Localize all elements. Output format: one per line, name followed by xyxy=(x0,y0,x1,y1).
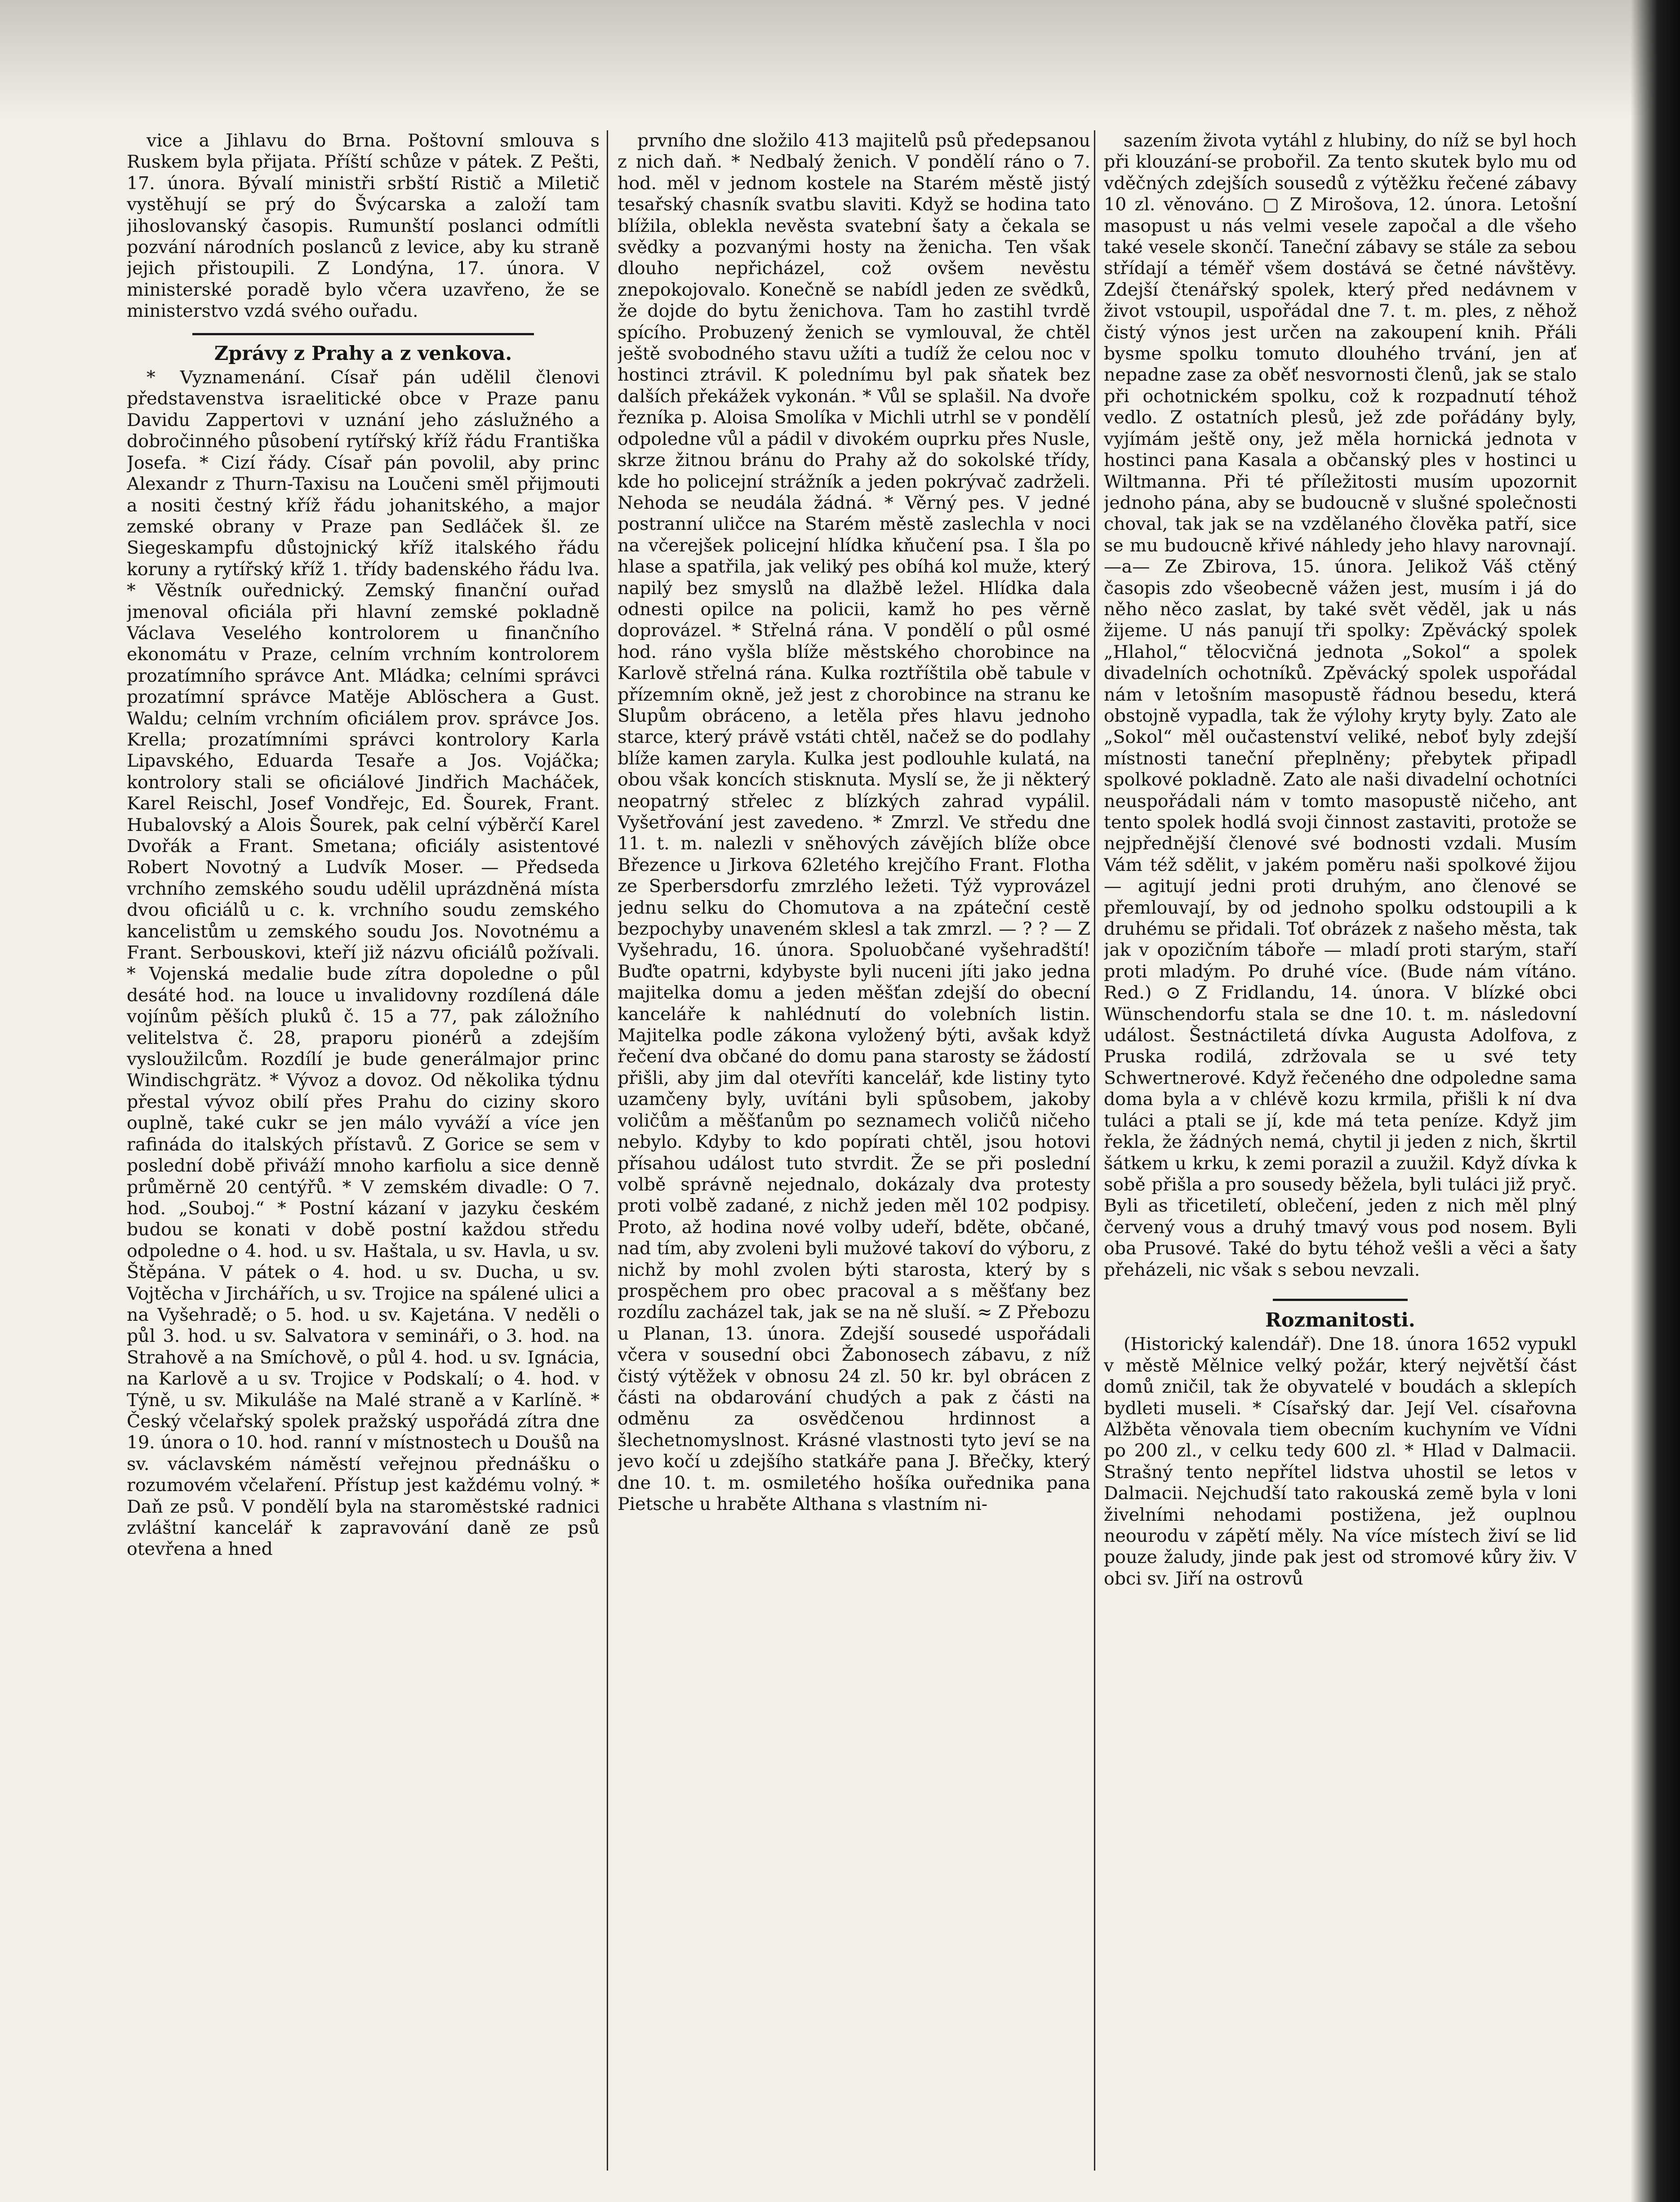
section-divider-short xyxy=(1273,1299,1408,1301)
column-3-miscellany-text: (Historický kalendář). Dne 18. února 1652 vypukl v městě Mělnice velký požár, který největší část domů zničil, tak že obyvatelé v boudách a sklepích bydleti museli. * Císařský dar. Její Vel. císařovna Alžběta věnovala tiem obecním kuchyním ve Vídni po 200 zl., v celku tedy 600 zl. * Hlad v Dalmacii. Strašný tento nepřítel lidstva uhostil se letos v Dalmacii. Nejchudší tato rakouská země byla v loni živelními nehodami postižena, jež ouplnou neourodu v zápětí měly. Na více místech živí se lid pouze žaludy, jinde pak jest od stromové kůry živ. V obci sv. Jiří na ostrovů xyxy=(1104,1334,1577,1589)
column-2 xyxy=(618,130,1090,2171)
column-2-news-text: prvního dne složilo 413 majitelů psů předepsanou z nich daň. * Nedbalý ženich. V pondělí ráno o 7. hod. měl v jednom kostele na Starém městě jistý tesařský chasník svatbu slaviti. Když se hodina tato blížila, oblekla nevěsta svatební šaty a čekala se svědky a pozvanými hosty na ženicha. Ten však dlouho nepřicházel, což ovšem nevěstu znepokojovalo. Konečně se nabídl jeden ze svědků, že dojde do bytu ženichova. Tam ho zastihl tvrdě spícího. Probuzený ženich se vymlouval, že chtěl ještě svobodného stavu užíti a tudíž že celou noc v hostinci ztrávil. K polednímu byl pak sňatek bez dalších překážek vykonán. * Vůl se splašil. Na dvoře řezníka p. Aloisa Smolíka v Michli utrhl se v pondělí odpoledne vůl a pádil v divokém ouprku přes Nusle, skrze žitnou bránu do Prahy až do sokolské třídy, kde ho policejní strážník a jeden pokrývač zadrželi. Nehoda se neudála žádná. * Věrný pes. V jedné postranní uličce na Starém městě zaslechla v noci na včerejšek policejní hlídka kňučení psa. I šla po hlase a spatřila, jak veliký pes obíhá kol muže, který napilý bez smyslů na dlažbě ležel. Hlídka dala odnesti opilce na policii, kamž ho pes věrně doprovázel. * Střelná rána. V pondělí o půl osmé hod. ráno vyšla blíže městského chorobince na Karlově střelná rána. Kulka roztříštila obě tabule v přízemním okně, jež jest z chorobince na stranu ke Slupům obráceno, a letěla přes hlavu jednoho starce, který právě vstáti chtěl, načež se do podlahy blíže kamen zaryla. Kulka jest podlouhle kulatá, na obou však koncích stisknuta. Myslí se, že ji některý neopatrný střelec z blízkých zahrad vypálil. Vyšetřování jest zavedeno. * Zmrzl. Ve středu dne 11. t. m. nalezli v sněhových závějích blíže obce Březence u Jirkova 62letého krejčího Frant. Flotha ze Sperbersdorfu zmrzlého ležeti. Týž vyprovázel jednu selku do Chomutova a na zpáteční cestě bezpochyby unaveném sklesl a tak zmrzl. — ? ? — Z Vyšehradu, 16. února. Spoluobčané vyšehradští! Buďte opatrni, kdybyste byli nuceni jíti jako jedna majitelka domu a jeden měšťan zdejší do obecní kanceláře k nahlédnutí do volebních listin. Majitelka podle zákona vyložený býti, avšak když řečení dva občané do domu pana starosty se žádostí přišli, aby jim dal otevříti kancelář, kde listiny tyto uzamčeny byly, uvítáni byli spůsobem, jakoby voličům a měšťanům po seznamech voličů ničeho nebylo. Kdyby to kdo popírati chtěl, jsou hotovi přísahou událost tuto stvrdit. Že se při poslední volbě správně nejednalo, dokázaly dva protesty proti volbě zadané, z nichž jeden měl 102 podpisy. Proto, až hodina nové volby udeří, bděte, občané, nad tím, aby zvoleni byli mužové takoví do výboru, z nichž by mohl zvolen býti starosta, který by s prospěchem pro obec pracoval a s měšťany bez rozdílu zacházel tak, jak se na ně sluší. ≈ Z Přebozu u Planan, 13. února. Zdejší sousedé uspořádali včera v sousední obci Žabonosech zábavu, z níž čistý výtěžek v obnosu 24 zl. 50 kr. byl obrácen z části na obdarování chudých a pak z části na odměnu za osvědčenou hrdinnost a šlechetnomyslnost. Krásné vlastnosti tyto jeví se na jevo kočí u zdejšího statkáře pana J. Břečky, který dne 10. t. m. osmiletého hošíka ouřednika pana Pietsche u hraběte Althana s vlastním ni- xyxy=(618,130,1090,1514)
section-heading-news: Zprávy z Prahy a z venkova. xyxy=(214,342,512,365)
column-3 xyxy=(1104,130,1577,2171)
section-heading-miscellany: Rozmanitosti. xyxy=(1265,1309,1415,1332)
column-1-article-text: vice a Jihlavu do Brna. Poštovní smlouva s Ruskem byla přijata. Příští schůze v pátek. Z Pešti, 17. února. Bývalí ministři srbští Ristič a Miletič vystěhují se prý do Švýcarska a založí tam jihoslovanský časopis. Rumunští poslanci odmítli pozvání národních poslanců z levice, aby ku straně jejich přistoupili. Z Londýna, 17. února. V ministerské poradě bylo včera uzavřeno, že se ministerstvo vzdá svého ouřadu. xyxy=(127,130,600,322)
column-1-news-text: * Vyznamenání. Císař pán udělil členovi představenstva israelitické obce v Praze panu Davidu Zappertovi v uznání jeho záslužného a dobročinného působení rytířský kříž řádu Františka Josefa. * Cizí řády. Císař pán povolil, aby princ Alexandr z Thurn-Taxisu na Loučeni směl přijmouti a nositi čestný kříž řádu johanitského, a major zemské obrany v Praze pan Sedláček šl. ze Siegeskampfu důstojnický kříž italského řádu koruny a rytířský kříž 1. třídy badenského řádu lva. * Věstník ouřednický. Zemský finanční ouřad jmenoval oficiála při hlavní zemské pokladně Václava Veselého kontrolorem u finančního ekonomátu v Praze, celním vrchním kontrolorem prozatímního správce Ant. Mládka; celními správci prozatímní správce Matěje Ablöschera a Gust. Waldu; celním vrchním oficiálem prov. správce Jos. Krella; prozatímními správci kontrolory Karla Lipavského, Eduarda Tesaře a Jos. Vojáčka; kontrolory stali se oficiálové Jindřich Macháček, Karel Reischl, Josef Vondřejc, Ed. Šourek, Frant. Hubalovský a Alois Šourek, pak celní výběrčí Karel Dvořák a Frant. Smetana; oficiály asistentové Robert Novotný a Ludvík Moser. — Předseda vrchního zemského soudu udělil uprázdněná místa dvou oficiálů u c. k. vrchního soudu zemského kancelistům u zemského soudu Jos. Novotnému a Frant. Serbouskovi, kteří již názvu oficiálů požívali. * Vojenská medalie bude zítra dopoledne o půl desáté hod. na louce u invalidovny rozdílená dále vojínům pěších pluků č. 15 a 77, pak záložního velitelstva č. 28, praporu pionérů a zdejším vysloužilcům. Rozdílí je bude generálmajor princ Windischgrätz. * Vývoz a dovoz. Od několika týdnu přestal vývoz obilí přes Prahu do ciziny skoro ouplně, také cukr se jen málo vyváží a více jen rafináda do italských přístavů. Z Gorice se sem v poslední době přiváží mnoho karfiolu a sice denně průměrně 20 centýřů. * V zemském divadle: O 7. hod. „Souboj.“ * Postní kázaní v jazyku českém budou se konati v době postní každou středu odpoledne o 4. hod. u sv. Haštala, u sv. Havla, u sv. Štěpána. V pátek o 4. hod. u sv. Ducha, u sv. Vojtěcha v Jirchářích, u sv. Trojice na spálené ulici a na Vyšehradě; o 5. hod. u sv. Kajetána. V neděli o půl 3. hod. u sv. Salvatora v semináři, o 3. hod. na Strahově a na Smíchově, o půl 4. hod. u sv. Ignácia, na Karlově a u sv. Trojice v Podskalí; o 4. hod. v Týně, u sv. Mikuláše na Malé straně a v Karlíně. * Český včelařský spolek pražský uspořádá zítra dne 19. února o 10. hod. ranní v místnostech u Doušů na sv. václavském náměstí veřejnou přednášku o rozumovém včelaření. Přístup jest každému volný. * Daň ze psů. V pondělí byla na staroměstské radnici zvláštní kancelář k zapravování daně ze psů otevřena a hned xyxy=(127,367,600,1560)
column-rule-1 xyxy=(607,130,608,2171)
section-divider xyxy=(192,333,534,335)
scan-edge xyxy=(1631,0,1680,2202)
scan-shadow xyxy=(0,0,1680,117)
column-3-news-text: sazením života vytáhl z hlubiny, do níž se byl hoch při klouzání-se probořil. Za tento skutek bylo mu od vděčných zdejších sousedů z výtěžku řečené zábavy 10 zl. věnováno. ▢ Z Mirošova, 12. února. Letošní masopust u nás velmi vesele započal a dle všeho také vesele skončí. Taneční zábavy se stále za sebou střídají a téměř všem dostává se četné návštěvy. Zdejší čtenářský spolek, který před nedávnem v život vstoupil, uspořádal dne 7. t. m. ples, z něhož čistý výnos jest určen na zakoupení knih. Přáli bysme spolku tomuto dlouhého trvání, jen ať nepadne zase za oběť nesvornosti členů, jak se stalo při ochotnickém spolku, což k rozpadnutí téhož vedlo. Z ostatních plesů, jež zde pořádány byly, vyjímám ještě ony, jež měla hornická jednota v hostinci pana Kasala a občanský ples v hostinci u Wiltmanna. Při té příležitosti musím upozornit jednoho pána, aby se budoucně v slušné společnosti choval, tak jak se na vzdělaného člověka patří, sice se mu budoucně křivé náhledy jeho hlavy narovnají. —a— Ze Zbirova, 15. února. Jelikož Váš ctěný časopis zdo všeobecně vážen jest, musím i já do něho něco zaslat, by také svět věděl, jak u nás žijeme. U nás panují tři spolky: Zpěvácký spolek „Hlahol,“ tělocvičná jednota „Sokol“ a spolek divadelních ochotníků. Zpěvácký spolek uspořádal nám v letošním masopustě řádnou besedu, která obstojně vypadla, tak že výlohy kryty byly. Zato ale „Sokol“ měl oučastenství veliké, neboť byly zdejší místnosti taneční přeplněny; přebytek připadl spolkové pokladně. Zato ale naši divadelní ochotníci neuspořádali nám v tomto masopustě ničeho, ant tento spolek hodlá svoji činnost zastaviti, protože se nejpřednější členové své bodnosti vzdali. Musím Vám též sdělit, v jakém poměru naši spolkové žijou — agitují jedni proti druhým, ano členové se přemlouvají, by od jednoho spolku odstoupili a k druhému se přidali. Toť obrázek z našeho města, tak jak v opozičním táboře — mladí proti starým, staří proti mladým. Po druhé více. (Bude nám vítáno. Red.) ⊙ Z Fridlandu, 14. února. V blízké obci Wünschendorfu stala se dne 10. t. m. následovní událost. Šestnáctiletá dívka Augusta Adolfova, z Pruska rodilá, zdržovala se u své tety Schwertnerové. Když řečeného dne odpoledne sama doma byla a v chlévě kozu krmila, přišli k ní dva tuláci a ptali se jí, kde má teta peníze. Když jim řekla, že žádných nemá, chytil ji jeden z nich, škrtil šátkem u krku, k zemi porazil a zuužil. Když dívka k sobě přišla a pro sousedy běžela, byli tuláci již pryč. Byli as třicetiletí, oblečení, jeden z nich měl plný červený vous a druhý tmavý vous pod nosem. Byli oba Prusové. Také do bytu téhož vešli a věci a šaty přeházeli, nic však s sebou nevzali. xyxy=(1104,130,1577,1280)
column-rule-2 xyxy=(1094,130,1095,2171)
column-1 xyxy=(127,130,600,2171)
